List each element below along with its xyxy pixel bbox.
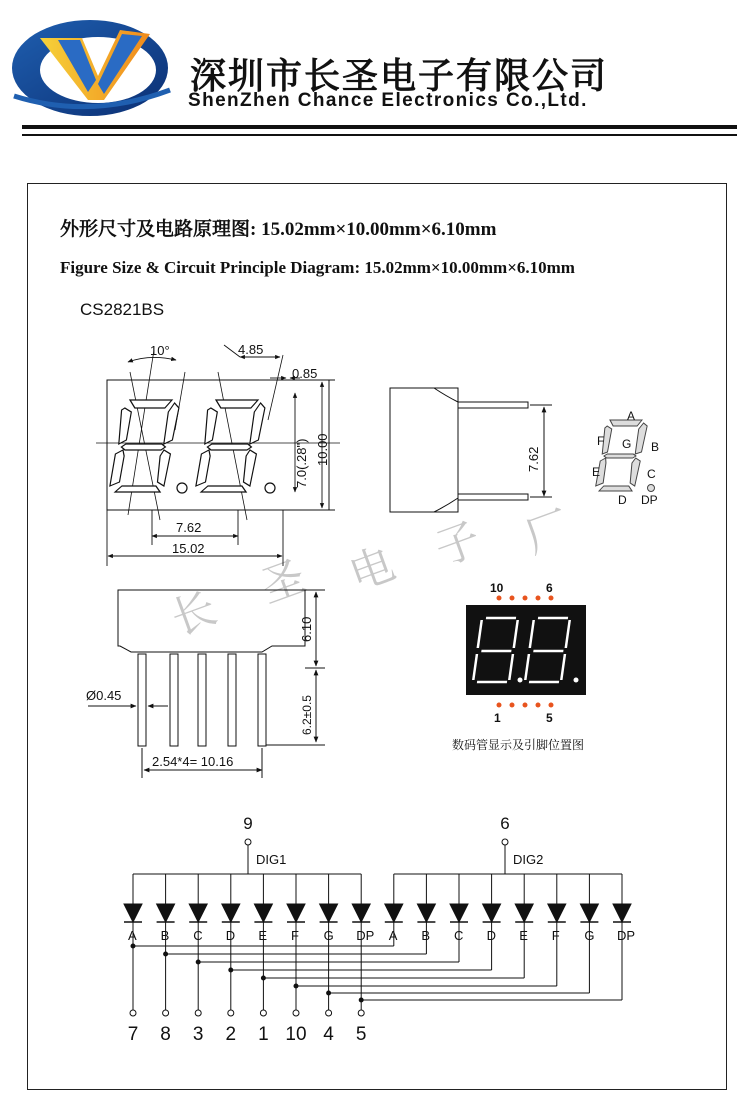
digit-label: DIG2 [513,852,544,867]
led-diode [385,904,403,922]
display-preview [452,581,586,752]
segment-pin-label: 7 [127,1024,139,1045]
preview-pin-1: 1 [494,711,501,725]
segment-pin-terminal [326,1010,332,1016]
preview-pin-10: 10 [490,581,504,595]
segment-pin-terminal [195,1010,201,1016]
segment-pin-label: 3 [192,1024,204,1045]
seg-label-e: E [592,465,601,479]
watermark-char: 厂 [518,501,578,565]
watermark-char: 长 [164,582,224,646]
seg-label-b: B [651,440,660,454]
segment-label: DP [356,928,375,943]
segment-pin-terminal [228,1010,234,1016]
segment-pin-label: 10 [285,1024,307,1045]
segment-label: G [584,928,595,943]
segment-label: G [323,928,334,943]
preview-pin-6: 6 [546,581,553,595]
led-diode [189,904,207,922]
model-number: CS2821BS [80,300,165,319]
led-diode [515,904,533,922]
company-name-en: ShenZhen Chance Electronics Co.,Ltd. [188,90,588,111]
common-pin-terminal [502,839,508,845]
preview-pin-5: 5 [546,711,553,725]
segment-legend [592,409,659,507]
seg-label-d: D [618,493,627,507]
led-diode [417,904,435,922]
segment-label: E [258,928,268,943]
dim-pin-length: 6.2±0.5 [300,695,314,735]
common-pin-terminal [245,839,251,845]
watermark-char: 圣 [253,550,313,614]
title-en: Figure Size & Circuit Principle Diagram: 15.02mm×10.00mm×6.10mm [60,258,575,277]
company-name-cn: 深圳市长圣电子有限公司 [190,55,609,96]
led-diode [580,904,598,922]
seg-label-c: C [647,467,656,481]
dim-char-height: 7.0(.28") [294,438,309,488]
segment-label: B [421,928,431,943]
dim-height: 10.00 [315,433,330,466]
watermark-char: 子 [428,512,488,576]
segment-pin-terminal [293,1010,299,1016]
seg-label-a: A [627,409,636,423]
segment-pin-label: 8 [160,1024,171,1045]
led-diode [222,904,240,922]
seg-label-g: G [622,437,632,451]
dim-angle: 10° [150,343,170,358]
segment-label: E [519,928,528,943]
segment-label: A [128,928,137,943]
segment-label: DP [617,928,636,943]
led-diode [124,904,142,922]
dim-pin-span: 2.54*4= 10.16 [152,754,234,769]
segment-pin-terminal [260,1010,266,1016]
dim-side-pitch: 7.62 [526,446,541,472]
seg-label-f: F [597,434,605,448]
dim-depth: 6.10 [299,616,314,642]
segment-label: F [291,928,299,943]
dim-pitch: 7.62 [176,520,202,535]
led-diode [157,904,175,922]
led-diode [483,904,501,922]
digit-label: DIG1 [256,852,287,867]
segment-pin-terminal [163,1010,169,1016]
segment-pin-label: 2 [225,1024,237,1045]
dim-pin-diameter: Ø0.45 [86,688,122,703]
led-diode [450,904,468,922]
led-diode [254,904,272,922]
segment-label: D [225,928,236,943]
segment-pin-label: 1 [258,1024,269,1045]
segment-pin-terminal [130,1010,136,1016]
segment-label: F [551,928,560,943]
preview-caption: 数码管显示及引脚位置图 [452,738,585,752]
segment-pin-label: 4 [323,1024,334,1045]
led-diode [548,904,566,922]
segment-label: D [486,928,496,943]
common-pin-label: 6 [500,814,510,833]
common-pin-label: 9 [243,814,253,833]
watermark-char: 电 [342,538,402,602]
segment-pin-label: 5 [355,1024,367,1045]
dim-segment-gap: 0.85 [292,366,318,381]
segment-label: C [193,928,203,943]
dim-segment-width: 4.85 [238,342,264,357]
segment-pin-terminal [358,1010,364,1016]
segment-label: B [160,928,170,943]
segment-label: C [454,928,464,943]
led-diode [352,904,370,922]
led-diode [320,904,338,922]
led-diode [287,904,305,922]
dim-width: 15.02 [172,541,205,556]
seg-label-dp: DP [641,493,658,507]
title-cn: 外形尺寸及电路原理图: 15.02mm×10.00mm×6.10mm [60,219,497,240]
led-diode [613,904,631,922]
segment-label: A [388,928,398,943]
